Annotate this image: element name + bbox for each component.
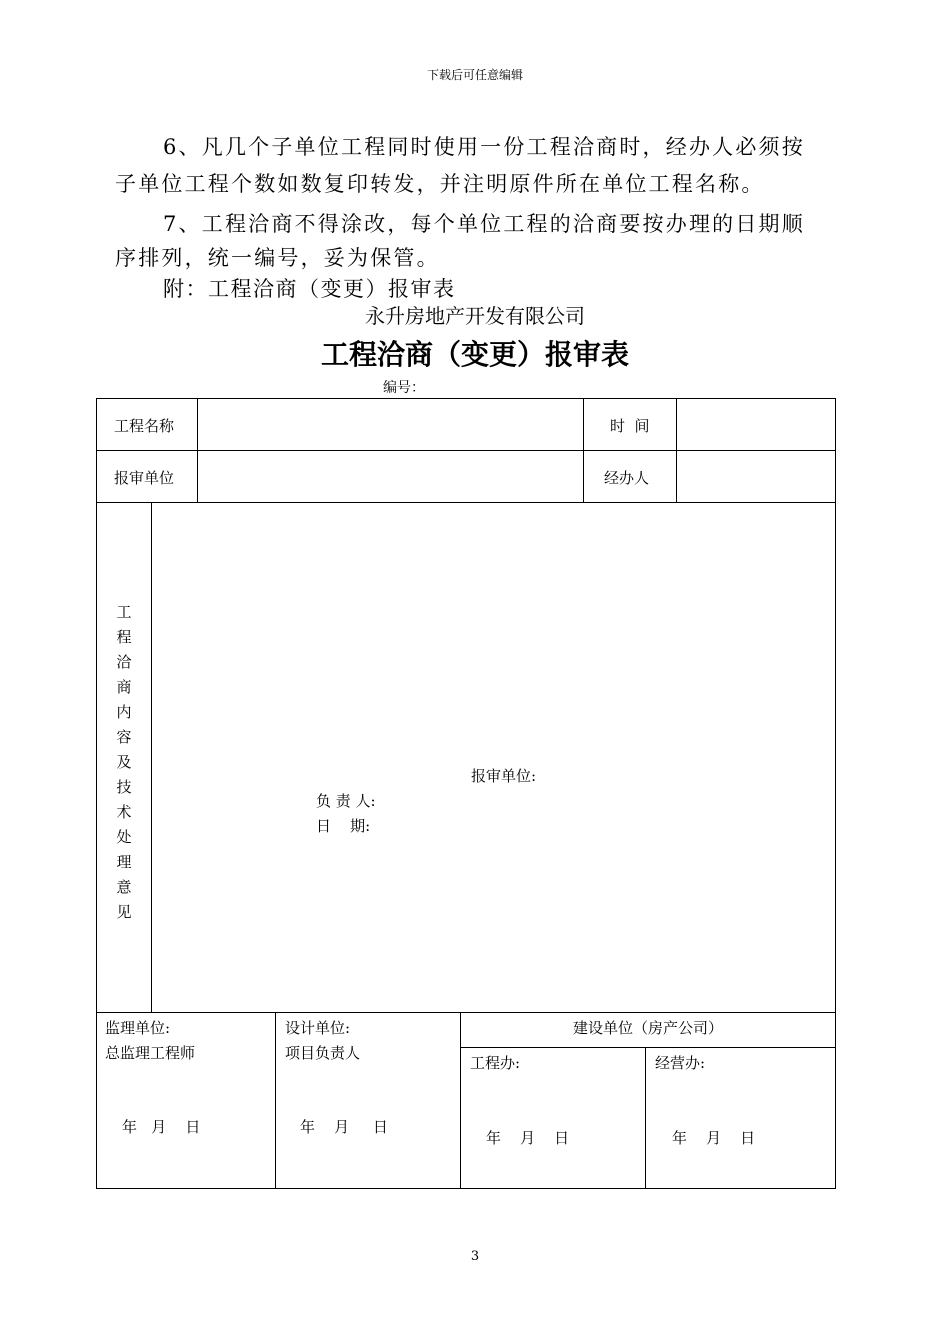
form-title: 工程洽商（变更）报审表 — [320, 338, 629, 371]
content-submit-unit-label: 报审单位: — [471, 767, 537, 785]
paragraph-7-line-2: 序排列，统一编号，妥为保管。 — [115, 246, 440, 270]
project-name-label: 工程名称 — [114, 417, 175, 435]
construction-unit-label: 建设单位（房产公司） — [572, 1019, 723, 1037]
engineering-date: 年 月 日 — [486, 1129, 570, 1147]
paragraph-6-line-2: 子单位工程个数如数复印转发，并注明原件所在单位工程名称。 — [115, 172, 765, 196]
header-note: 下载后可任意编辑 — [426, 68, 523, 82]
serial-number-label: 编号： — [383, 380, 425, 396]
paragraph-6-line-1: 6、凡几个子单位工程同时使用一份工程洽商时，经办人必须按 — [163, 135, 805, 159]
content-responsible-label: 负 责 人: — [316, 792, 376, 810]
design-date: 年 月 日 — [300, 1118, 388, 1136]
page-number: 3 — [470, 1249, 480, 1264]
operations-date: 年 月 日 — [672, 1129, 756, 1147]
engineering-office-label: 工程办: — [470, 1054, 521, 1072]
attachment-note: 附：工程洽商（变更）报审表 — [163, 277, 456, 301]
time-label: 时 间 — [610, 417, 650, 435]
content-section-label: 工 程 洽 商 内 容 及 技 术 处 理 意 见 — [116, 603, 132, 921]
handler-field[interactable] — [677, 451, 835, 502]
time-field[interactable] — [677, 399, 835, 450]
content-field[interactable] — [152, 503, 835, 1012]
paragraph-7-line-1: 7、工程洽商不得涂改，每个单位工程的洽商要按办理的日期顺 — [163, 212, 805, 236]
project-name-field[interactable] — [198, 399, 583, 450]
chief-supervisor-label: 总监理工程师 — [105, 1044, 196, 1062]
supervision-date: 年 月 日 — [122, 1118, 201, 1136]
content-date-label: 日 期: — [316, 817, 371, 835]
operations-office-label: 经营办: — [655, 1054, 706, 1072]
project-leader-label: 项目负责人 — [285, 1044, 361, 1062]
supervision-unit-label: 监理单位: — [105, 1019, 171, 1037]
design-unit-label: 设计单位: — [285, 1019, 351, 1037]
handler-label: 经办人 — [604, 469, 650, 487]
submit-unit-label: 报审单位 — [114, 469, 175, 487]
company-name: 永升房地产开发有限公司 — [365, 304, 585, 328]
submit-unit-field[interactable] — [198, 451, 583, 502]
